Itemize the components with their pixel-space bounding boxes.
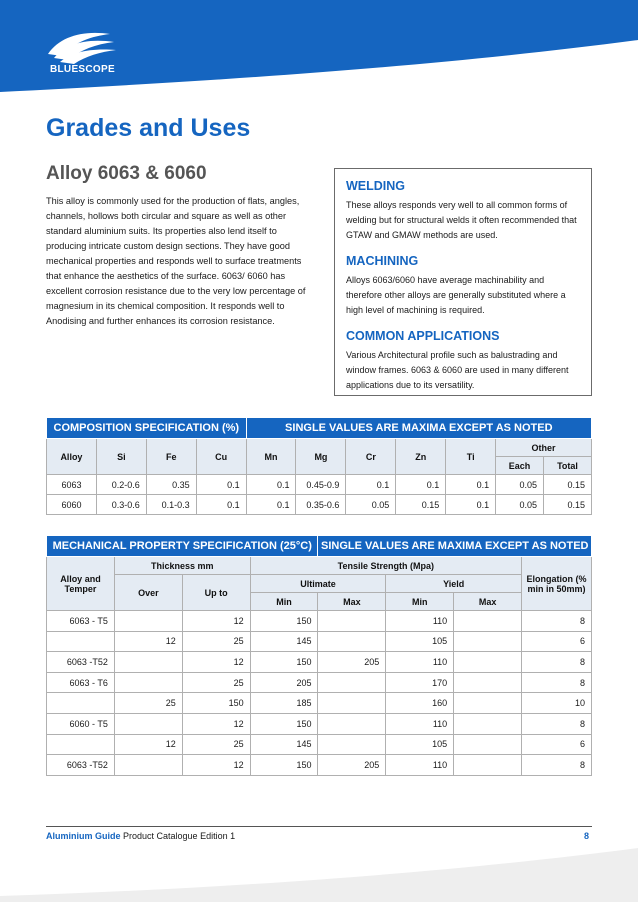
table-cell	[114, 713, 182, 734]
applications-heading: COMMON APPLICATIONS	[346, 329, 500, 343]
table-cell: 0.35	[146, 475, 196, 495]
col-header-min: Min	[386, 593, 454, 611]
table-cell: 12	[182, 652, 250, 673]
table-cell	[47, 693, 115, 714]
col-header-other: Other	[496, 439, 592, 457]
applications-text: Various Architectural profile such as balustrading and window frames. 6063 & 6060 are used in many different applications due to its versatility.	[346, 350, 569, 390]
table-cell: 0.1	[196, 495, 246, 515]
table-cell: 25	[182, 672, 250, 693]
table-cell	[454, 734, 522, 755]
table-cell: 6063 -T52	[47, 755, 115, 776]
col-header: Fe	[146, 439, 196, 475]
table-cell: 8	[522, 672, 592, 693]
table-cell	[454, 693, 522, 714]
table-cell	[318, 734, 386, 755]
table-cell: 25	[182, 734, 250, 755]
footer-edition: Product Catalogue Edition 1	[120, 831, 236, 841]
table-row	[47, 475, 592, 495]
mechanical-title: MECHANICAL PROPERTY SPECIFICATION (25°C)	[47, 536, 318, 557]
table-cell: 0.1	[196, 475, 246, 495]
footer-guide: Aluminium Guide	[46, 831, 121, 841]
table-cell	[318, 631, 386, 652]
col-header: Mg	[296, 439, 346, 475]
table-cell: 170	[386, 672, 454, 693]
table-cell: 6063 - T6	[47, 672, 115, 693]
table-cell: 145	[250, 734, 318, 755]
table-cell: 6063 - T5	[47, 611, 115, 632]
col-header-total: Total	[544, 457, 592, 475]
col-header-tensile: Tensile Strength (Mpa)	[250, 557, 521, 575]
table-cell: 0.1	[246, 475, 296, 495]
table-cell: 12	[182, 611, 250, 632]
table-cell: 12	[114, 734, 182, 755]
table-cell: 150	[250, 713, 318, 734]
mechanical-note: SINGLE VALUES ARE MAXIMA EXCEPT AS NOTED	[318, 536, 592, 557]
table-cell: 105	[386, 734, 454, 755]
table-cell: 25	[182, 631, 250, 652]
table-cell: 0.35-0.6	[296, 495, 346, 515]
table-row	[47, 495, 592, 515]
table-cell	[454, 755, 522, 776]
table-cell	[114, 652, 182, 673]
info-box	[334, 168, 592, 396]
table-cell: 0.1-0.3	[146, 495, 196, 515]
table-cell: 12	[114, 631, 182, 652]
table-cell: 0.05	[346, 495, 396, 515]
col-header: Alloy	[47, 439, 97, 475]
table-cell	[318, 693, 386, 714]
table-cell: 6	[522, 631, 592, 652]
page-number: 8	[584, 831, 590, 841]
table-cell: 0.1	[446, 475, 496, 495]
table-row	[47, 693, 592, 714]
table-cell: 0.05	[496, 495, 544, 515]
table-cell	[454, 713, 522, 734]
table-cell: 110	[386, 652, 454, 673]
mechanical-table	[46, 535, 592, 776]
table-cell	[318, 713, 386, 734]
table-cell: 0.15	[544, 495, 592, 515]
table-cell	[318, 672, 386, 693]
col-header: Cu	[196, 439, 246, 475]
table-cell: 12	[182, 755, 250, 776]
table-cell	[114, 672, 182, 693]
table-cell: 6063 -T52	[47, 652, 115, 673]
table-row	[47, 672, 592, 693]
table-row	[47, 611, 592, 632]
table-cell: 8	[522, 755, 592, 776]
table-cell	[47, 631, 115, 652]
table-cell: 150	[182, 693, 250, 714]
table-cell: 185	[250, 693, 318, 714]
table-cell: 6	[522, 734, 592, 755]
composition-note: SINGLE VALUES ARE MAXIMA EXCEPT AS NOTED	[246, 418, 591, 439]
table-cell	[47, 734, 115, 755]
table-cell: 0.1	[246, 495, 296, 515]
table-cell: 0.3-0.6	[96, 495, 146, 515]
section-title: Alloy 6063 & 6060	[46, 163, 207, 184]
table-cell: 8	[522, 713, 592, 734]
footer-rule	[46, 826, 592, 827]
table-cell: 0.1	[346, 475, 396, 495]
welding-heading: WELDING	[346, 179, 406, 193]
table-cell: 25	[114, 693, 182, 714]
col-header: Cr	[346, 439, 396, 475]
table-cell	[454, 652, 522, 673]
page-title: Grades and Uses	[46, 114, 251, 142]
col-header-up-to: Up to	[182, 575, 250, 611]
col-header-elongation: Elongation (% min in 50mm)	[522, 557, 592, 611]
table-cell: 150	[250, 755, 318, 776]
col-header-alloy: Alloy and Temper	[47, 557, 115, 611]
table-cell: 0.1	[396, 475, 446, 495]
table-cell: 12	[182, 713, 250, 734]
table-cell: 0.1	[446, 495, 496, 515]
col-header: Zn	[396, 439, 446, 475]
table-cell: 0.15	[396, 495, 446, 515]
col-header-max: Max	[318, 593, 386, 611]
table-cell: 205	[318, 755, 386, 776]
bottom-band	[0, 848, 638, 907]
table-cell: 150	[250, 611, 318, 632]
table-cell: 205	[318, 652, 386, 673]
table-cell: 8	[522, 611, 592, 632]
table-cell	[114, 755, 182, 776]
col-header: Mn	[246, 439, 296, 475]
col-header-each: Each	[496, 457, 544, 475]
table-row	[47, 734, 592, 755]
table-row	[47, 755, 592, 776]
table-cell: 0.15	[544, 475, 592, 495]
col-header-max: Max	[454, 593, 522, 611]
table-cell	[454, 672, 522, 693]
footer-text	[46, 831, 235, 841]
table-cell: 110	[386, 713, 454, 734]
table-cell: 6060 - T5	[47, 713, 115, 734]
welding-text: These alloys responds very well to all common forms of welding but for structural welds it often recommended that GTAW and GMAW methods are used.	[346, 200, 577, 240]
table-cell: 205	[250, 672, 318, 693]
intro-paragraph: This alloy is commonly used for the production of flats, angles, channels, hollows both circular and square as well as other standard aluminium suits. Its properties also lend itself to producing intricate custom design sections. They have good mechanical properties and responds well to surface treatments that enhance the aesthetics of the surface. 6063/ 6060 has excellent corrosion resistance due to the very low percentage of magnesium in its chemical composition. It responds well to Anodising and further enhances its corrosion resistance.	[46, 196, 306, 326]
table-cell: 0.45-0.9	[296, 475, 346, 495]
col-header-ultimate: Ultimate	[250, 575, 386, 593]
col-header-min: Min	[250, 593, 318, 611]
col-header-over: Over	[114, 575, 182, 611]
composition-title: COMPOSITION SPECIFICATION (%)	[47, 418, 247, 439]
table-cell: 110	[386, 611, 454, 632]
table-cell: 10	[522, 693, 592, 714]
table-cell: 8	[522, 652, 592, 673]
col-header: Si	[96, 439, 146, 475]
table-cell: 160	[386, 693, 454, 714]
table-cell: 6063	[47, 475, 97, 495]
machining-heading: MACHINING	[346, 254, 419, 268]
table-row	[47, 652, 592, 673]
logo-text: BLUESCOPE	[50, 64, 115, 75]
col-header: Ti	[446, 439, 496, 475]
table-cell: 105	[386, 631, 454, 652]
table-cell: 145	[250, 631, 318, 652]
table-cell: 150	[250, 652, 318, 673]
composition-table	[46, 417, 592, 515]
col-header-yield: Yield	[386, 575, 522, 593]
table-row	[47, 713, 592, 734]
table-row	[47, 631, 592, 652]
col-header-thickness: Thickness mm	[114, 557, 250, 575]
table-cell: 6060	[47, 495, 97, 515]
table-cell: 110	[386, 755, 454, 776]
table-cell: 0.2-0.6	[96, 475, 146, 495]
table-cell	[454, 611, 522, 632]
table-cell	[318, 611, 386, 632]
table-cell	[454, 631, 522, 652]
table-cell	[114, 611, 182, 632]
machining-text: Alloys 6063/6060 have average machinability and therefore other alloys are generally substituted where a high level of machining is required.	[346, 275, 566, 315]
table-cell: 0.05	[496, 475, 544, 495]
